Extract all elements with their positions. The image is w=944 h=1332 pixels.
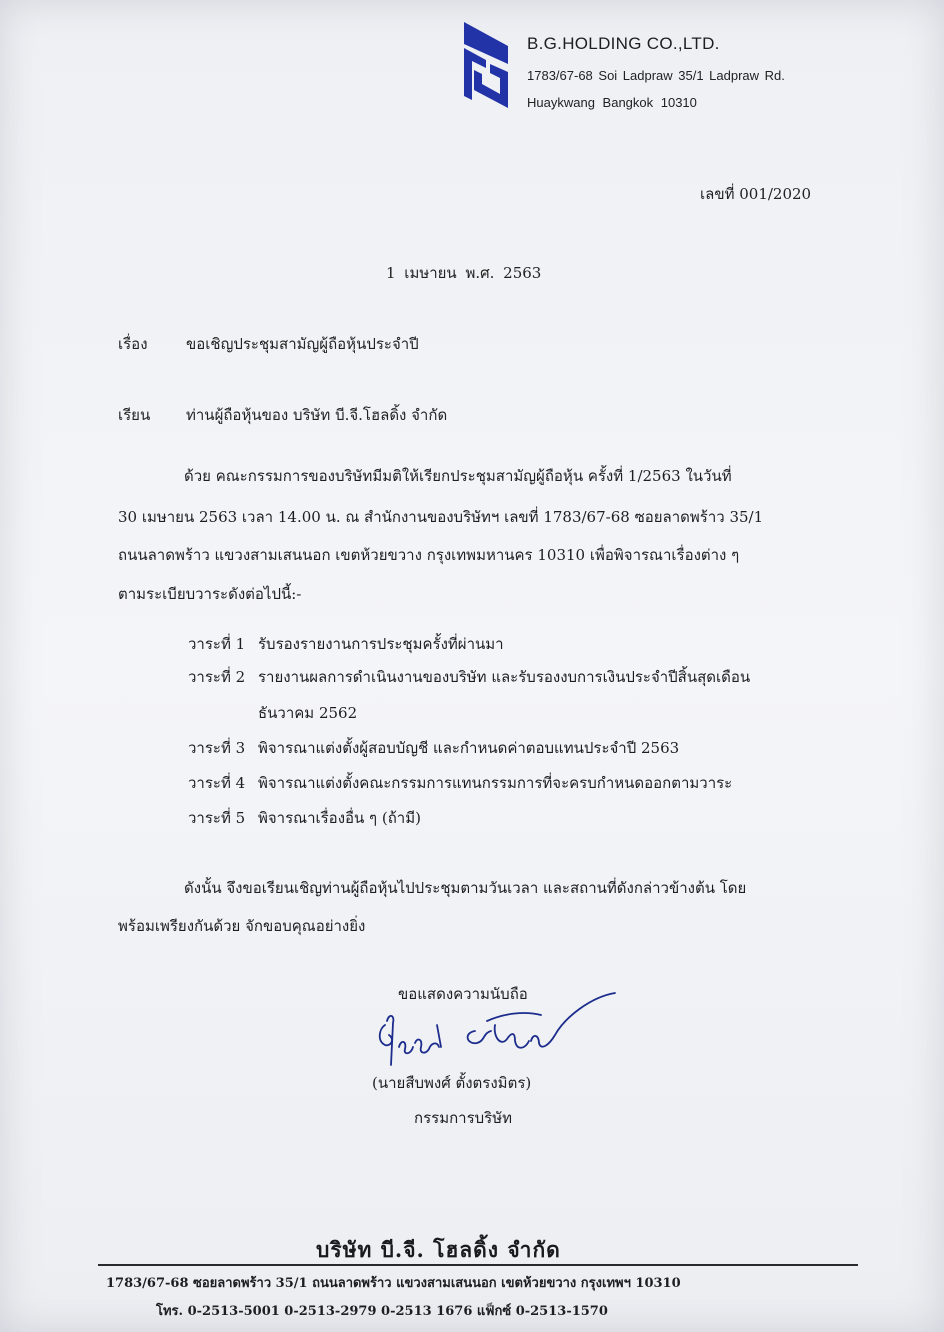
agenda-label-1: วาระที่ 1 — [188, 635, 246, 653]
footer-address: 1783/67-68 ซอยลาดพร้าว 35/1 ถนนลาดพร้าว แขวงสามเสนนอก เขตห้วยขวาง กรุงเทพฯ 10310 — [106, 1276, 681, 1291]
subject-label: เรื่อง — [118, 335, 148, 353]
agenda-item-3: พิจารณาแต่งตั้งผู้สอบบัญชี และกำหนดค่าตอบแทนประจำปี 2563 — [258, 739, 680, 757]
recipient-label: เรียน — [118, 406, 151, 424]
company-address-line-2: Huaykwang Bangkok 10310 — [527, 95, 697, 110]
agenda-item-5: พิจารณาเรื่องอื่น ๆ (ถ้ามี) — [258, 809, 421, 827]
subject-text: ขอเชิญประชุมสามัญผู้ถือหุ้นประจำปี — [186, 335, 419, 353]
agenda-item-2: รายงานผลการดำเนินงานของบริษัท และรับรองงบการเงินประจำปีสิ้นสุดเดือน — [258, 668, 751, 686]
signer-title: กรรมการบริษัท — [414, 1109, 512, 1127]
agenda-label-4: วาระที่ 4 — [188, 774, 246, 792]
agenda-label-2: วาระที่ 2 — [188, 668, 246, 686]
bg-holding-logo-icon — [460, 20, 512, 110]
body-line-3: ถนนลาดพร้าว แขวงสามเสนนอก เขตห้วยขวาง กรุงเทพมหานคร 10310 เพื่อพิจารณาเรื่องต่าง ๆ — [118, 546, 740, 564]
handwritten-signature — [355, 985, 625, 1080]
footer-divider — [98, 1264, 858, 1266]
agenda-item-4: พิจารณาแต่งตั้งคณะกรรมการแทนกรรมการที่จะครบกำหนดออกตามวาระ — [258, 774, 733, 792]
body-line-1: ด้วย คณะกรรมการของบริษัทมีมติให้เรียกประชุมสามัญผู้ถือหุ้น ครั้งที่ 1/2563 ในวันที่ — [184, 467, 732, 485]
conclusion-line-1: ดังนั้น จึงขอเรียนเชิญท่านผู้ถือหุ้นไปประชุมตามวันเวลา และสถานที่ดังกล่าวข้างต้น โดย — [184, 879, 747, 897]
agenda-item-2-continued: ธันวาคม 2562 — [258, 704, 358, 722]
body-line-2: 30 เมษายน 2563 เวลา 14.00 น. ณ สำนักงานของบริษัทฯ เลขที่ 1783/67-68 ซอยลาดพร้าว 35/1 — [118, 508, 764, 526]
letter-date: 1 เมษายน พ.ศ. 2563 — [386, 264, 542, 282]
agenda-label-3: วาระที่ 3 — [188, 739, 246, 757]
company-address-line-1: 1783/67-68 Soi Ladpraw 35/1 Ladpraw Rd. — [527, 68, 785, 83]
footer-company-name: บริษัท บี.จี. โฮลดิ้ง จำกัด — [316, 1237, 561, 1262]
closing-phrase: ขอแสดงความนับถือ — [398, 985, 528, 1003]
agenda-label-5: วาระที่ 5 — [188, 809, 246, 827]
document-number: เลขที่ 001/2020 — [700, 185, 812, 203]
company-name-en: B.G.HOLDING CO.,LTD. — [527, 34, 720, 53]
signer-name: (นายสืบพงศ์ ตั้งตรงมิตร) — [372, 1074, 532, 1092]
footer-phones: โทร. 0-2513-5001 0-2513-2979 0-2513 1676 แฟ็กซ์ 0-2513-1570 — [156, 1304, 608, 1319]
recipient-text: ท่านผู้ถือหุ้นของ บริษัท บี.จี.โฮลดิ้ง จำกัด — [186, 406, 448, 424]
agenda-item-1: รับรองรายงานการประชุมครั้งที่ผ่านมา — [258, 635, 504, 653]
conclusion-line-2: พร้อมเพรียงกันด้วย จักขอบคุณอย่างยิ่ง — [118, 917, 366, 935]
body-line-4: ตามระเบียบวาระดังต่อไปนี้:- — [118, 585, 302, 603]
